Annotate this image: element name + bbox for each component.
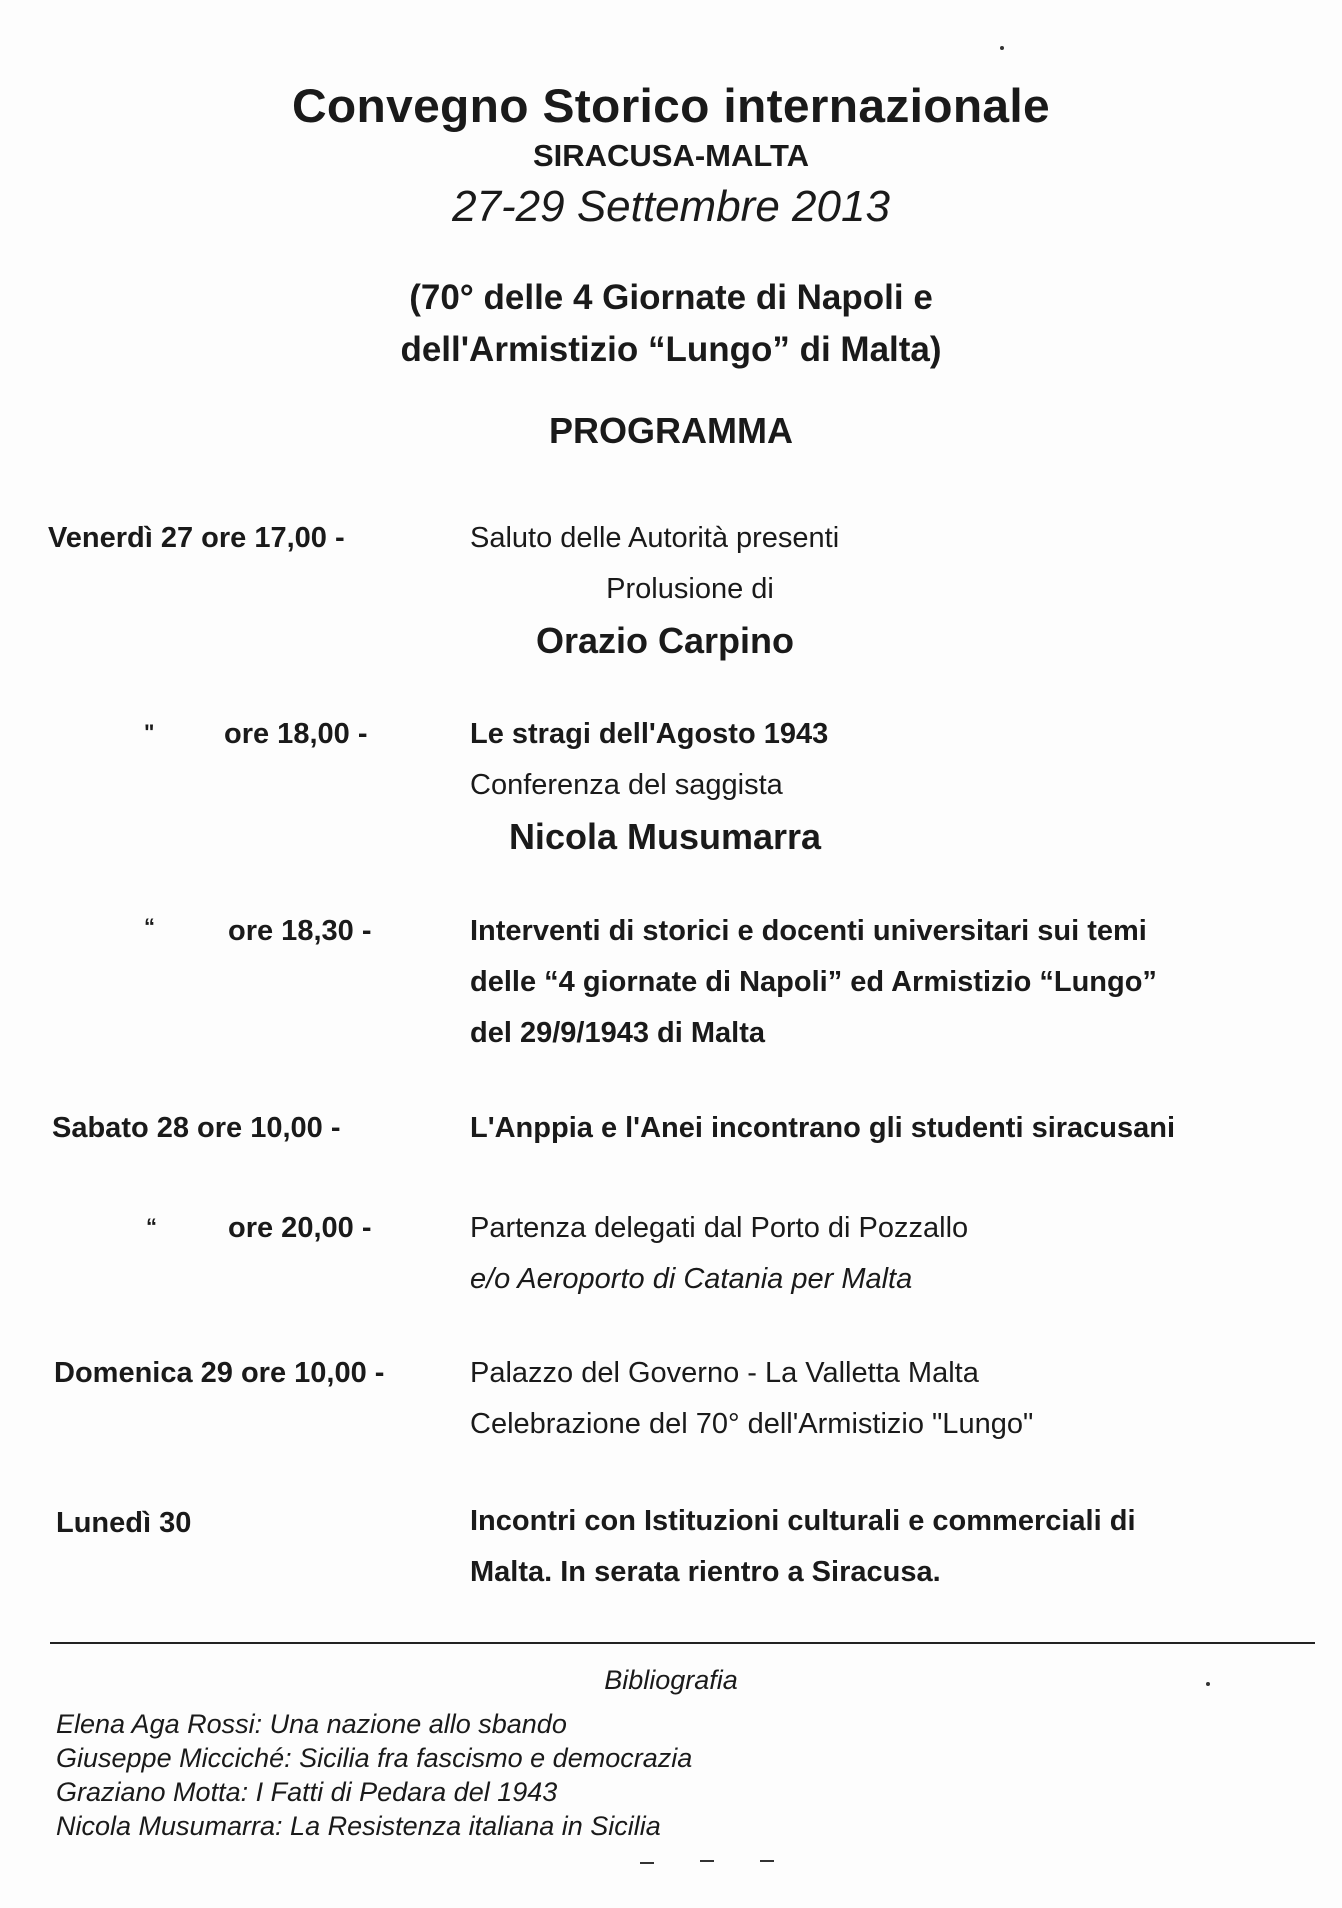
scan-speck xyxy=(640,1862,654,1864)
program-line: Saluto delle Autorità presenti xyxy=(470,522,840,554)
program-time: ore 18,00 - xyxy=(224,718,368,750)
ditto-mark: “ xyxy=(146,1214,157,1239)
speaker-name: Orazio Carpino xyxy=(535,620,795,661)
program-time: Venerdì 27 ore 17,00 - xyxy=(48,522,345,554)
program-line: Incontri con Istituzioni culturali e commerciali di xyxy=(470,1505,1136,1537)
bibliography-item: Nicola Musumarra: La Resistenza italiana in Sicilia xyxy=(56,1811,661,1841)
program-entry xyxy=(470,1348,1033,1450)
program-line: Le stragi dell'Agosto 1943 xyxy=(470,718,829,750)
section-heading: PROGRAMMA xyxy=(549,410,793,451)
program-line: Celebrazione del 70° dell'Armistizio "Lungo" xyxy=(470,1408,1034,1440)
speaker-name: Nicola Musumarra xyxy=(508,816,822,857)
event-dates: 27-29 Settembre 2013 xyxy=(452,182,890,231)
program-time: Sabato 28 ore 10,00 - xyxy=(52,1112,341,1144)
program-entry xyxy=(470,906,1157,1059)
program-time: Domenica 29 ore 10,00 - xyxy=(54,1357,385,1389)
program-line: Conferenza del saggista xyxy=(470,769,783,801)
ditto-mark: “ xyxy=(144,914,155,939)
program-time: ore 20,00 - xyxy=(228,1212,372,1244)
program-line: Partenza delegati dal Porto di Pozzallo xyxy=(470,1212,969,1244)
page-title: Convegno Storico internazionale xyxy=(292,79,1050,132)
scan-speck xyxy=(700,1860,714,1862)
anniversary-line-1: (70° delle 4 Giornate di Napoli e xyxy=(409,278,933,317)
program-line: L'Anppia e l'Anei incontrano gli studenti siracusani xyxy=(470,1112,1176,1144)
ditto-mark: " xyxy=(144,720,155,745)
program-line: e/o Aeroporto di Catania per Malta xyxy=(470,1263,913,1295)
program-line: Prolusione di xyxy=(606,573,774,605)
program-entry xyxy=(470,709,860,862)
anniversary-note xyxy=(0,272,1342,376)
divider xyxy=(50,1642,1315,1644)
bibliography-item: Giuseppe Micciché: Sicilia fra fascismo e democrazia xyxy=(56,1743,693,1773)
program-time: Lunedì 30 xyxy=(56,1507,192,1539)
page-subtitle: SIRACUSA-MALTA xyxy=(532,138,810,173)
scan-speck xyxy=(1206,1682,1210,1686)
bibliography-item: Graziano Motta: I Fatti di Pedara del 1943 xyxy=(56,1777,558,1807)
anniversary-line-2: dell'Armistizio “Lungo” di Malta) xyxy=(400,330,942,369)
program-entry xyxy=(470,1496,1136,1598)
program-line: delle “4 giornate di Napoli” ed Armistizio “Lungo” xyxy=(470,966,1157,998)
bibliography-title: Bibliografia xyxy=(604,1665,738,1695)
program-line: Interventi di storici e docenti universitari sui temi xyxy=(470,915,1147,947)
scan-speck xyxy=(1000,46,1004,50)
scan-speck xyxy=(760,1860,774,1862)
program-line: del 29/9/1943 di Malta xyxy=(470,1017,765,1049)
program-line: Palazzo del Governo - La Valletta Malta xyxy=(470,1357,979,1389)
program-entry xyxy=(470,513,910,666)
program-time: ore 18,30 - xyxy=(228,915,372,947)
program-entry xyxy=(470,1103,1175,1154)
bibliography-item: Elena Aga Rossi: Una nazione allo sbando xyxy=(56,1709,567,1739)
program-line: Malta. In serata rientro a Siracusa. xyxy=(470,1556,941,1588)
program-entry xyxy=(470,1203,968,1305)
bibliography-list xyxy=(56,1707,692,1843)
